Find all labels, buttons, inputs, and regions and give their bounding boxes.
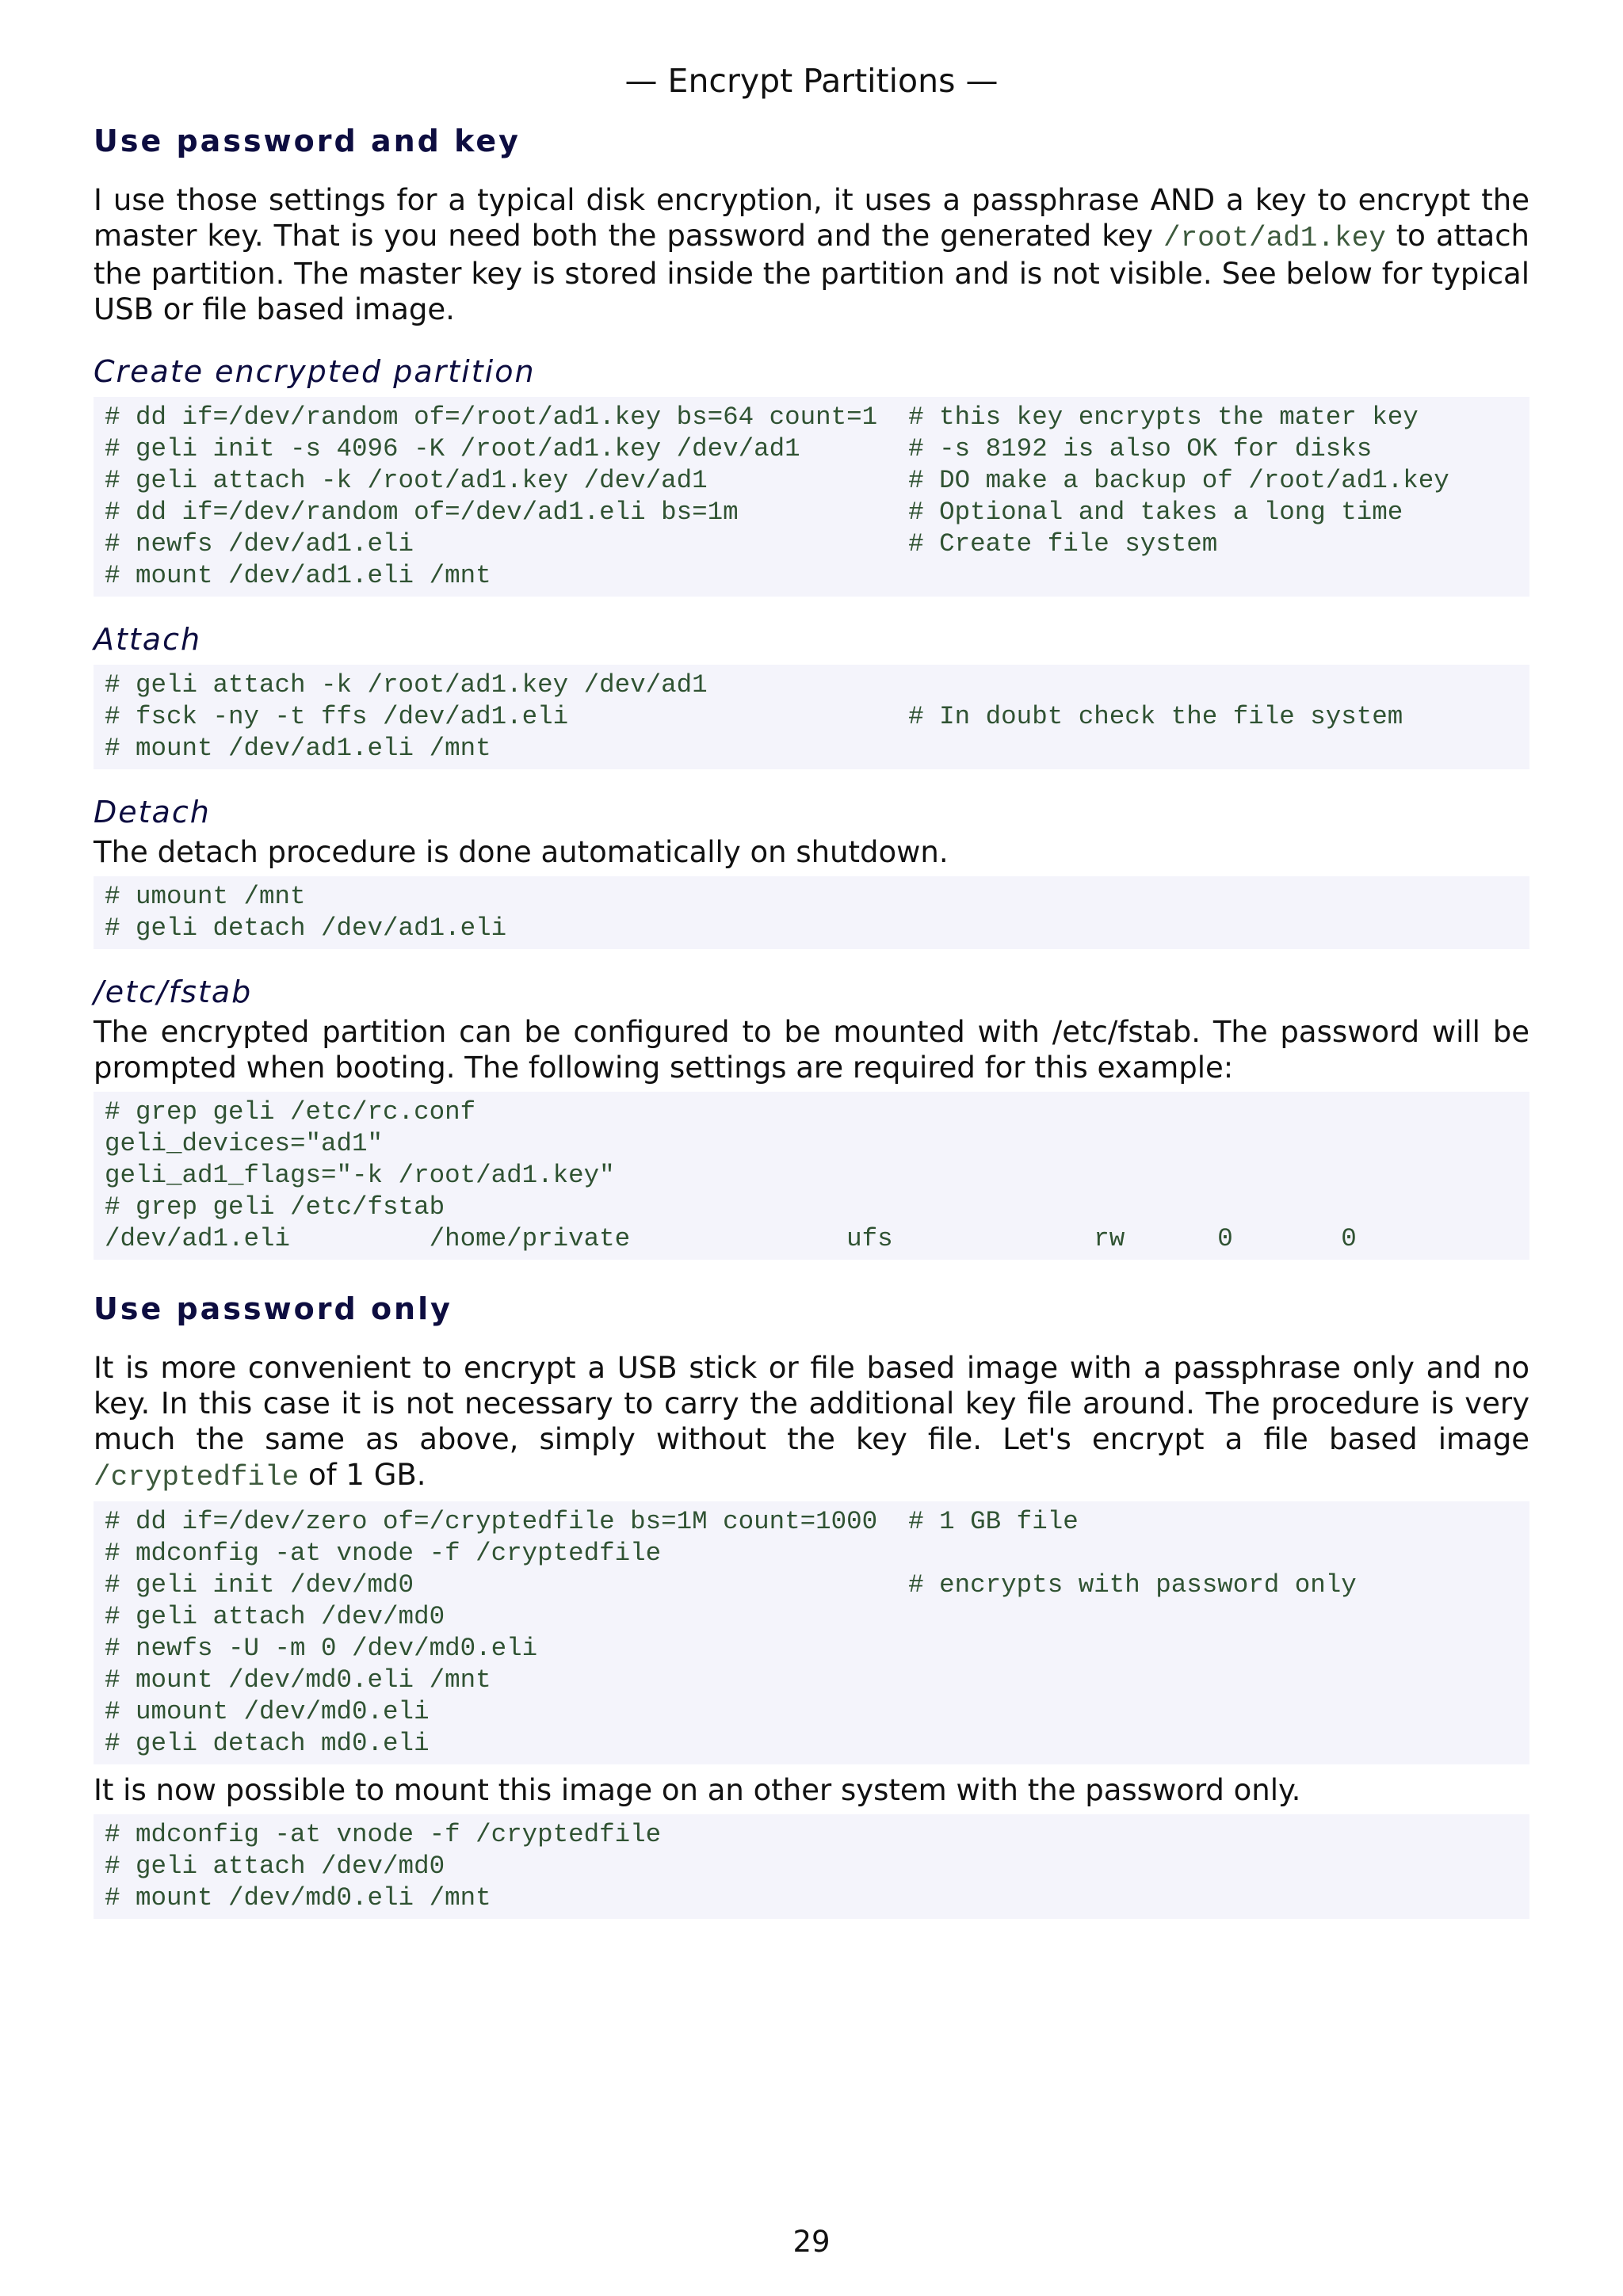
page-content bbox=[94, 119, 1529, 1919]
mount-other-system-paragraph: It is now possible to mount this image on an other system with the password only. bbox=[94, 1773, 1301, 1807]
code-block-attach: # geli attach -k /root/ad1.key /dev/ad1 # fsck -ny -t ffs /dev/ad1.eli # In doubt check the file system # mount /dev/ad1.eli /mnt bbox=[94, 665, 1529, 769]
intro-text-b: to attach the partition. The master key is stored inside the partition and is not visible. See below for typical USB or file based image. bbox=[94, 219, 1530, 326]
page-title: — Encrypt Partitions — bbox=[624, 62, 999, 100]
code-block-create-partition: # dd if=/dev/random of=/root/ad1.key bs=64 count=1 # this key encrypts the mater key # geli init -s 4096 -K /root/ad1.key /dev/ad1 # -s 8192 is also OK for disks # geli attach -k /root/ad1.key /dev/ad1 # DO make a backup of /root/ad1.key # dd if=/dev/random of=/dev/ad1.eli bs=1m # Optional and takes a long time # newfs /dev/ad1.eli # Create file system # mount /dev/ad1.eli /mnt bbox=[94, 397, 1529, 597]
intro-text-a: I use those settings for a typical disk encryption, it uses a passphrase AND a key to encrypt the master key. That is you need both the password and the generated key bbox=[94, 183, 1529, 253]
section-intro-paragraph bbox=[94, 182, 1529, 327]
section-heading-password-and-key: Use password and key bbox=[94, 124, 521, 158]
inline-code-key-path: /root/ad1.key bbox=[1163, 222, 1386, 254]
page-number: 29 bbox=[792, 2225, 831, 2259]
code-block-mount-image: # mdconfig -at vnode -f /cryptedfile # geli attach /dev/md0 # mount /dev/md0.eli /mnt bbox=[94, 1814, 1529, 1919]
section2-intro-text-a: It is more convenient to encrypt a USB stick or file based image with a passphrase only and no key. In this case it is not necessary to carry the additional key file around. The procedure is very much the same as above, simply without the key file. Let's encrypt a file based image bbox=[94, 1351, 1529, 1456]
detach-paragraph: The detach procedure is done automatically on shutdown. bbox=[94, 835, 949, 869]
subheading-attach: Attach bbox=[94, 622, 202, 657]
code-block-fstab: # grep geli /etc/rc.conf geli_devices="ad1" geli_ad1_flags="-k /root/ad1.key" # grep geli /etc/fstab /dev/ad1.eli /home/private ufs rw 0 0 bbox=[94, 1092, 1529, 1260]
subheading-detach: Detach bbox=[94, 795, 211, 830]
fstab-paragraph: The encrypted partition can be configured to be mounted with /etc/fstab. The password will be prompted when booting. The following settings are required for this example: bbox=[94, 1015, 1529, 1085]
section2-intro-text-b: of 1 GB. bbox=[299, 1458, 426, 1492]
section2-intro-paragraph bbox=[94, 1350, 1529, 1495]
code-block-detach: # umount /mnt # geli detach /dev/ad1.eli bbox=[94, 876, 1529, 949]
inline-code-cryptedfile: /cryptedfile bbox=[94, 1461, 300, 1493]
code-block-create-image: # dd if=/dev/zero of=/cryptedfile bs=1M count=1000 # 1 GB file # mdconfig -at vnode -f /cryptedfile # geli init /dev/md0 # encrypts with password only # geli attach /dev/md0 # newfs -U -m 0 /dev/md0.eli # mount /dev/md0.eli /mnt # umount /dev/md0.eli # geli detach md0.eli bbox=[94, 1501, 1529, 1764]
subheading-fstab: /etc/fstab bbox=[94, 974, 253, 1009]
subheading-create-partition: Create encrypted partition bbox=[94, 354, 536, 389]
section-heading-password-only: Use password only bbox=[94, 1291, 453, 1326]
